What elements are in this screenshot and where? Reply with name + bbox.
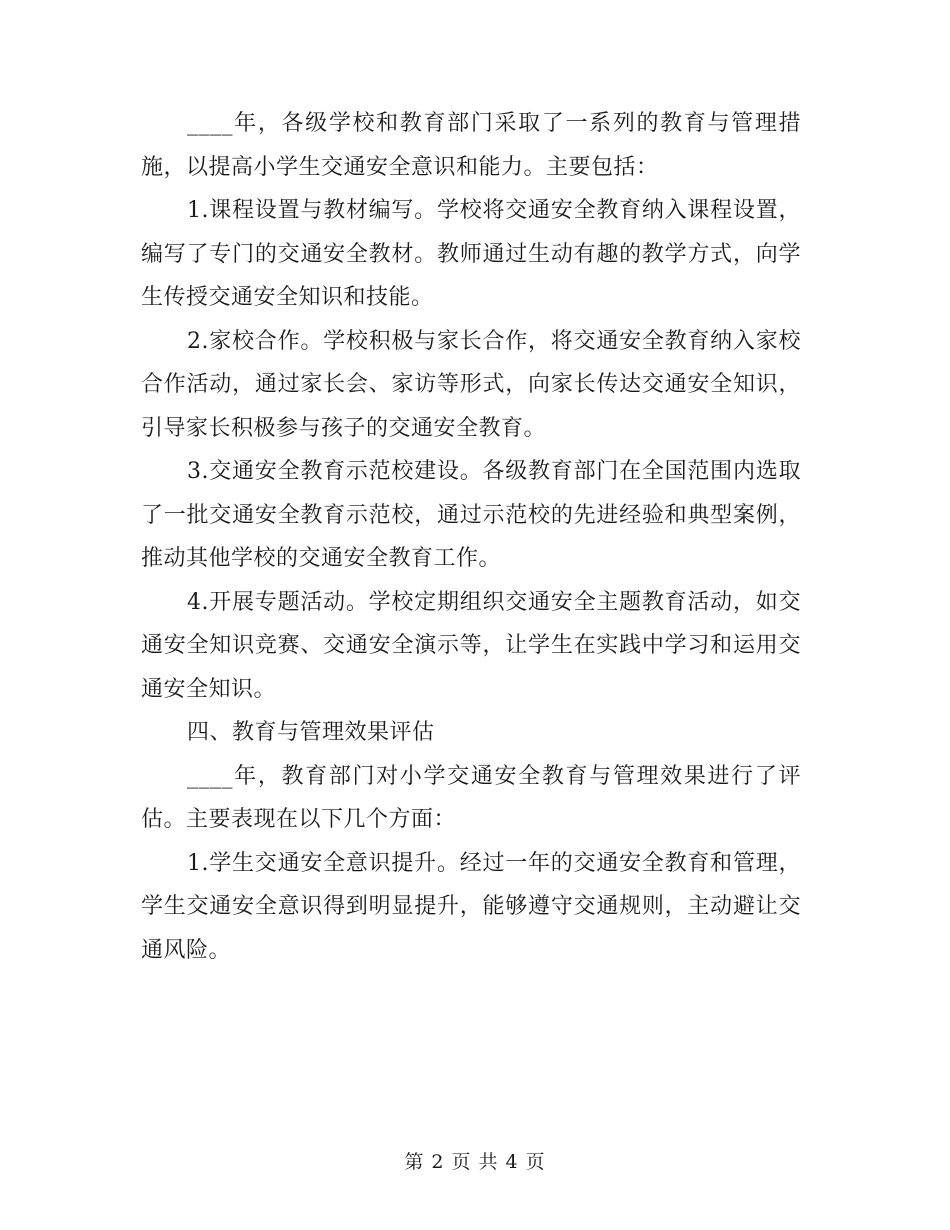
page-number-footer: 第 2 页 共 4 页	[404, 1151, 546, 1173]
section-heading-evaluation: 四、教育与管理效果评估	[187, 720, 435, 745]
paragraph-model-school: 3.交通安全教育示范校建设。各级教育部门在全国范围内选取了一批交通安全教育示范校，通过示范校的先进经验和典型案例，推动其他学校的交通安全教育工作。	[141, 459, 801, 571]
paragraph-awareness: 1.学生交通安全意识提升。经过一年的交通安全教育和管理，学生交通安全意识得到明显提升，能够遵守交通规则，主动避让交通风险。	[141, 850, 801, 963]
document-body	[141, 102, 801, 972]
paragraph-measures-intro: ____年，各级学校和教育部门采取了一系列的教育与管理措施，以提高小学生交通安全意识和能力。主要包括：	[141, 111, 801, 180]
paragraph-evaluation-intro: ____年，教育部门对小学交通安全教育与管理效果进行了评估。主要表现在以下几个方面：	[141, 763, 801, 832]
paragraph-home-school: 2.家校合作。学校积极与家长合作，将交通安全教育纳入家校合作活动，通过家长会、家访等形式，向家长传达交通安全知识，引导家长积极参与孩子的交通安全教育。	[141, 328, 801, 441]
paragraph-curriculum: 1.课程设置与教材编写。学校将交通安全教育纳入课程设置，编写了专门的交通安全教材。教师通过生动有趣的教学方式，向学生传授交通安全知识和技能。	[141, 198, 801, 310]
paragraph-special-activities: 4.开展专题活动。学校定期组织交通安全主题教育活动，如交通安全知识竞赛、交通安全演示等，让学生在实践中学习和运用交通安全知识。	[141, 589, 801, 702]
